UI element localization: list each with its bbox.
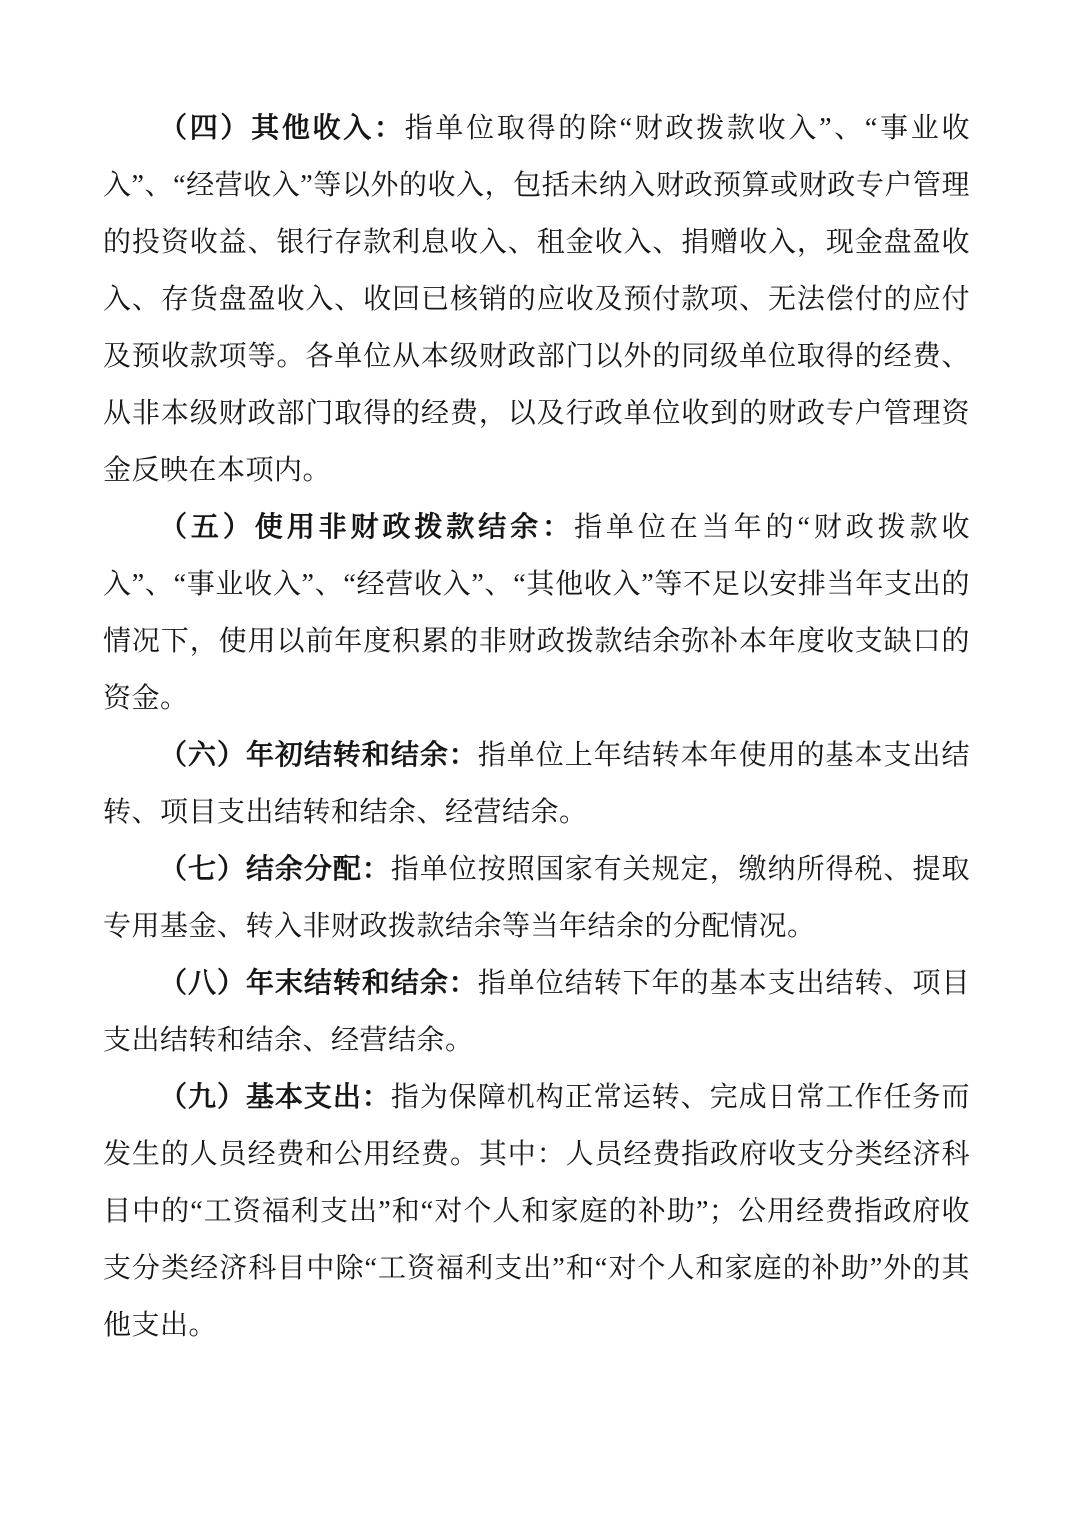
paragraph-lead: （四）其他收入：	[159, 113, 405, 144]
paragraph-lead: （七）结余分配：	[159, 854, 391, 885]
paragraph	[103, 727, 970, 841]
paragraph	[103, 841, 970, 955]
paragraph-lead: （五）使用非财政拨款结余：	[159, 512, 574, 543]
paragraph-list	[103, 100, 970, 1354]
paragraph-body: 指单位结转下年的基本支出结转、项目支出结转和结余、经营结余。	[103, 968, 970, 1056]
paragraph	[103, 100, 970, 499]
paragraph	[103, 955, 970, 1069]
paragraph-body: 指单位按照国家有关规定，缴纳所得税、提取专用基金、转入非财政拨款结余等当年结余的分配情况。	[103, 854, 970, 942]
paragraph	[103, 499, 970, 727]
paragraph-body: 指为保障机构正常运转、完成日常工作任务而发生的人员经费和公用经费。其中：人员经费指政府收支分类经济科目中的“工资福利支出”和“对个人和家庭的补助”；公用经费指政府收支分类经济科目中除“工资福利支出”和“对个人和家庭的补助”外的其他支出。	[103, 1082, 970, 1341]
paragraph	[103, 1069, 970, 1354]
paragraph-lead: （六）年初结转和结余：	[159, 740, 478, 771]
paragraph-lead: （八）年末结转和结余：	[159, 968, 478, 999]
paragraph-lead: （九）基本支出：	[159, 1082, 391, 1113]
paragraph-body: 指单位在当年的“财政拨款收入”、“事业收入”、“经营收入”、“其他收入”等不足以安排当年支出的情况下，使用以前年度积累的非财政拨款结余弥补本年度收支缺口的资金。	[103, 512, 970, 714]
paragraph-body: 指单位取得的除“财政拨款收入”、“事业收入”、“经营收入”等以外的收入，包括未纳入财政预算或财政专户管理的投资收益、银行存款利息收入、租金收入、捐赠收入，现金盘盈收入、存货盘盈收入、收回已核销的应收及预付款项、无法偿付的应付及预收款项等。各单位从本级财政部门以外的同级单位取得的经费、从非本级财政部门取得的经费，以及行政单位收到的财政专户管理资金反映在本项内。	[103, 113, 970, 486]
paragraph-body: 指单位上年结转本年使用的基本支出结转、项目支出结转和结余、经营结余。	[103, 740, 970, 828]
